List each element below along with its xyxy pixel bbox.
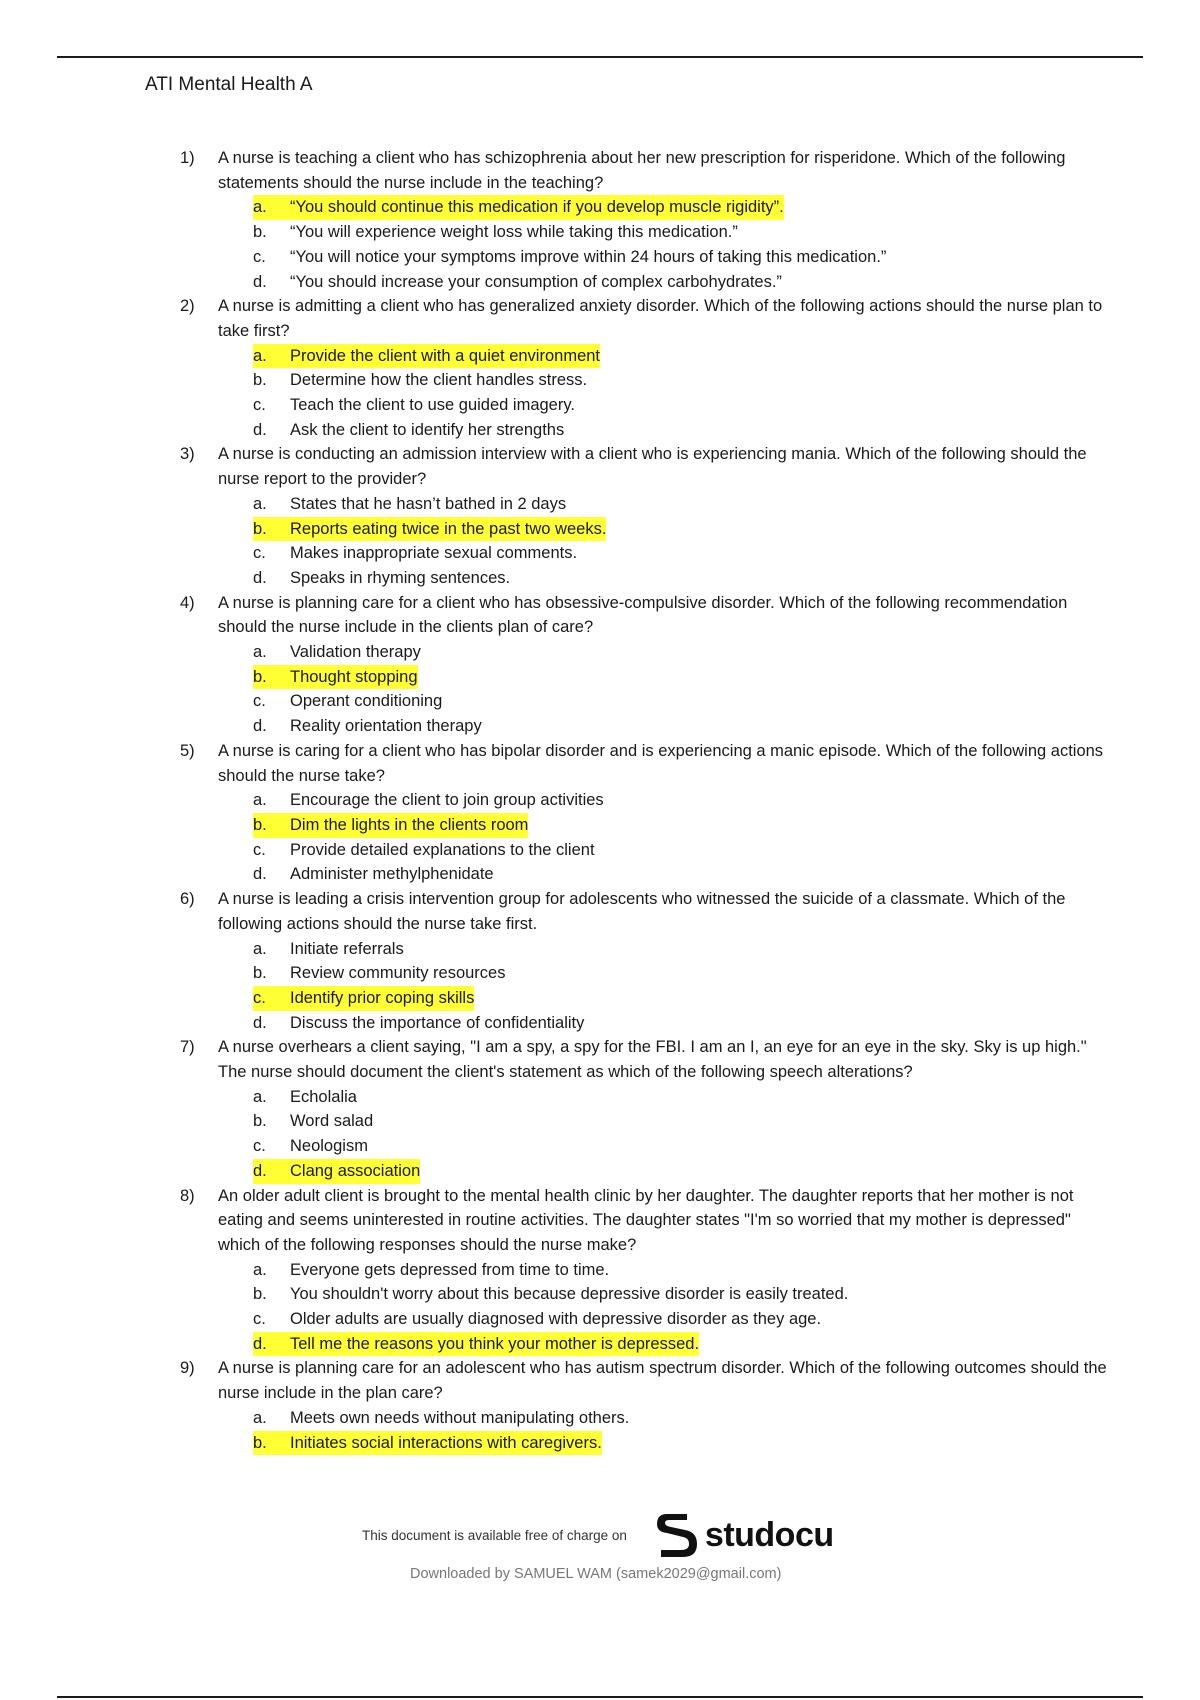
- option-letter: a.: [253, 1260, 267, 1279]
- option-letter: b.: [253, 815, 267, 834]
- top-rule: [57, 56, 1143, 58]
- answer-choice: [253, 270, 782, 295]
- question-text: A nurse is planning care for a client who has obsessive-compulsive disorder. Which of the following recommendation should the nurse include in the clients plan of care?: [218, 593, 1068, 637]
- answer-choice: [253, 689, 442, 714]
- option-letter: a.: [253, 494, 267, 513]
- question-number: 6): [180, 890, 195, 909]
- option-text: Provide detailed explanations to the client: [290, 840, 595, 859]
- option-text: “You will notice your symptoms improve within 24 hours of taking this medication.”: [290, 247, 887, 266]
- option-text: Thought stopping: [290, 667, 418, 686]
- answer-option: [253, 492, 1110, 517]
- question-number: 7): [180, 1038, 195, 1057]
- answer-option: [253, 1134, 1110, 1159]
- answer-option: [253, 1085, 1110, 1110]
- answer-option: [253, 1011, 1110, 1036]
- option-letter: c.: [253, 1310, 266, 1329]
- option-text: Reality orientation therapy: [290, 717, 482, 736]
- question-text: A nurse is caring for a client who has bipolar disorder and is experiencing a manic episode. Which of the following actions should the nurse take?: [218, 741, 1104, 785]
- studocu-logo-icon: [653, 1510, 701, 1560]
- option-text: Teach the client to use guided imagery.: [290, 396, 575, 415]
- answer-option: [253, 1258, 1110, 1283]
- answer-choice: [253, 1085, 357, 1110]
- option-letter: d.: [253, 1013, 267, 1032]
- option-text: States that he hasn’t bathed in 2 days: [290, 494, 567, 513]
- answer-choice: [253, 961, 505, 986]
- answer-choice: [253, 245, 886, 270]
- option-text: Initiates social interactions with caregivers.: [290, 1433, 602, 1452]
- option-text: Administer methylphenidate: [290, 865, 494, 884]
- question-number: 4): [180, 593, 195, 612]
- option-letter: a.: [253, 1087, 267, 1106]
- option-text: Dim the lights in the clients room: [290, 815, 529, 834]
- answer-choice: [253, 220, 738, 245]
- answer-option: [253, 665, 1110, 690]
- option-letter: d.: [253, 717, 267, 736]
- option-letter: d.: [253, 865, 267, 884]
- highlighted-answer: [253, 986, 474, 1011]
- option-letter: b.: [253, 667, 267, 686]
- option-letter: d.: [253, 272, 267, 291]
- question-number: 3): [180, 445, 195, 464]
- question-list: [180, 146, 1110, 1455]
- answer-choice: [253, 838, 595, 863]
- highlighted-answer: [253, 813, 528, 838]
- option-letter: a.: [253, 346, 267, 365]
- question-9: [180, 1356, 1110, 1405]
- option-text: Ask the client to identify her strengths: [290, 420, 565, 439]
- answer-option: [253, 195, 1110, 220]
- question-6: [180, 887, 1110, 936]
- option-text: “You will experience weight loss while taking this medication.”: [290, 223, 738, 242]
- answer-choice: [253, 1134, 368, 1159]
- highlighted-answer: [253, 1431, 602, 1456]
- option-letter: c.: [253, 396, 266, 415]
- question-number: 8): [180, 1186, 195, 1205]
- answer-choice: [253, 1011, 584, 1036]
- answer-choice: [253, 714, 482, 739]
- option-text: Echolalia: [290, 1087, 357, 1106]
- option-text: Provide the client with a quiet environment: [290, 346, 601, 365]
- question-8: [180, 1184, 1110, 1258]
- option-text: Makes inappropriate sexual comments.: [290, 544, 578, 563]
- footer-brand-row: [362, 1510, 834, 1560]
- option-text: Neologism: [290, 1137, 368, 1156]
- question-text: A nurse is planning care for an adolescent who has autism spectrum disorder. Which of the following outcomes should the nurse include in the plan care?: [218, 1359, 1107, 1403]
- answer-option: [253, 640, 1110, 665]
- option-letter: c.: [253, 544, 266, 563]
- option-letter: b.: [253, 1433, 267, 1452]
- answer-choice: [253, 1282, 848, 1307]
- option-letter: d.: [253, 1334, 267, 1353]
- option-text: Encourage the client to join group activities: [290, 791, 604, 810]
- answer-option: [253, 813, 1110, 838]
- answer-option: [253, 961, 1110, 986]
- option-letter: d.: [253, 568, 267, 587]
- answer-option: [253, 418, 1110, 443]
- option-letter: a.: [253, 1408, 267, 1427]
- option-text: Older adults are usually diagnosed with depressive disorder as they age.: [290, 1310, 822, 1329]
- answer-option: [253, 368, 1110, 393]
- answer-choice: [253, 368, 587, 393]
- option-text: Tell me the reasons you think your mother is depressed.: [290, 1334, 700, 1353]
- answer-option: [253, 517, 1110, 542]
- answer-option: [253, 714, 1110, 739]
- option-text: Validation therapy: [290, 643, 421, 662]
- answer-choice: [253, 937, 404, 962]
- option-letter: b.: [253, 1285, 267, 1304]
- question-number: 2): [180, 297, 195, 316]
- option-letter: b.: [253, 1112, 267, 1131]
- option-text: “You should increase your consumption of complex carbohydrates.”: [290, 272, 782, 291]
- question-4: [180, 591, 1110, 640]
- option-letter: b.: [253, 519, 267, 538]
- answer-option: [253, 270, 1110, 295]
- answer-option: [253, 245, 1110, 270]
- answer-option: [253, 1406, 1110, 1431]
- answer-option: [253, 937, 1110, 962]
- answer-choice: [253, 640, 421, 665]
- question-text: A nurse is admitting a client who has generalized anxiety disorder. Which of the following actions should the nurse plan to take first?: [218, 297, 1103, 340]
- option-letter: c.: [253, 840, 266, 859]
- option-letter: d.: [253, 1161, 267, 1180]
- answer-option: [253, 1282, 1110, 1307]
- option-letter: b.: [253, 223, 267, 242]
- answer-option: [253, 1109, 1110, 1134]
- answer-option: [253, 689, 1110, 714]
- option-text: Determine how the client handles stress.: [290, 371, 588, 390]
- answer-choice: [253, 541, 577, 566]
- studocu-logo[interactable]: [653, 1510, 834, 1560]
- answer-option: [253, 393, 1110, 418]
- question-text: A nurse overhears a client saying, "I am a spy, a spy for the FBI. I am an I, an eye for an eye in the sky. Sky is up high." The nurse should document the client's statement as which of the following speech alterations?: [218, 1038, 1087, 1082]
- highlighted-answer: [253, 344, 600, 369]
- answer-choice: [253, 393, 575, 418]
- option-text: Operant conditioning: [290, 692, 443, 711]
- question-number: 9): [180, 1359, 195, 1378]
- answer-option: [253, 541, 1110, 566]
- highlighted-answer: [253, 195, 784, 220]
- answer-choice: [253, 862, 494, 887]
- question-number: 1): [180, 149, 195, 167]
- highlighted-answer: [253, 1332, 699, 1357]
- highlighted-answer: [253, 517, 606, 542]
- answer-option: [253, 838, 1110, 863]
- question-3: [180, 442, 1110, 491]
- question-7: [180, 1035, 1110, 1084]
- answer-option: [253, 566, 1110, 591]
- answer-choice: [253, 1258, 609, 1283]
- answer-choice: [253, 418, 564, 443]
- answer-option: [253, 1332, 1110, 1357]
- option-letter: b.: [253, 371, 267, 390]
- option-text: “You should continue this medication if you develop muscle rigidity”.: [290, 198, 784, 217]
- answer-option: [253, 788, 1110, 813]
- option-letter: a.: [253, 791, 267, 810]
- question-5: [180, 739, 1110, 788]
- highlighted-answer: [253, 665, 418, 690]
- option-letter: d.: [253, 420, 267, 439]
- option-text: Meets own needs without manipulating others.: [290, 1408, 630, 1427]
- question-1: [180, 146, 1110, 195]
- answer-option: [253, 862, 1110, 887]
- question-number: 5): [180, 741, 195, 760]
- option-text: Discuss the importance of confidentiality: [290, 1013, 585, 1032]
- answer-option: [253, 986, 1110, 1011]
- bottom-rule: [57, 1696, 1143, 1698]
- option-letter: a.: [253, 939, 267, 958]
- option-text: Everyone gets depressed from time to time.: [290, 1260, 610, 1279]
- page-title: ATI Mental Health A: [145, 74, 313, 95]
- answer-option: [253, 1431, 1110, 1456]
- question-text: A nurse is leading a crisis intervention group for adolescents who witnessed the suicide of a classmate. Which of the following actions should the nurse take first.: [218, 890, 1066, 933]
- answer-choice: [253, 492, 566, 517]
- question-text: A nurse is conducting an admission interview with a client who is experiencing mania. Which of the following should the nurse report to the provider?: [218, 445, 1087, 489]
- option-letter: c.: [253, 247, 266, 266]
- answer-choice: [253, 1109, 373, 1134]
- option-letter: b.: [253, 964, 267, 983]
- answer-option: [253, 1159, 1110, 1184]
- answer-option: [253, 220, 1110, 245]
- question-text: A nurse is teaching a client who has schizophrenia about her new prescription for risperidone. Which of the following statements should the nurse include in the teaching?: [218, 149, 1066, 192]
- answer-choice: [253, 1307, 821, 1332]
- option-text: Reports eating twice in the past two weeks.: [290, 519, 607, 538]
- option-letter: a.: [253, 643, 267, 662]
- answer-option: [253, 1307, 1110, 1332]
- studocu-wordmark: studocu: [704, 1515, 834, 1554]
- answer-option: [253, 344, 1110, 369]
- option-text: Clang association: [290, 1161, 421, 1180]
- answer-choice: [253, 566, 510, 591]
- option-letter: a.: [253, 198, 267, 217]
- option-text: You shouldn't worry about this because depressive disorder is easily treated.: [290, 1285, 849, 1304]
- option-text: Initiate referrals: [290, 939, 404, 958]
- question-text: An older adult client is brought to the mental health clinic by her daughter. The daughter reports that her mother is not eating and seems uninterested in routine activities. The daughter states "I'm so worried that my mother is depressed" which of the following responses should the nurse make?: [218, 1186, 1074, 1254]
- option-letter: c.: [253, 692, 266, 711]
- downloaded-by-text: Downloaded by SAMUEL WAM (samek2029@gmail.com): [410, 1566, 782, 1582]
- question-2: [180, 294, 1110, 343]
- option-text: Word salad: [290, 1112, 374, 1131]
- option-letter: c.: [253, 988, 266, 1007]
- answer-choice: [253, 1406, 629, 1431]
- highlighted-answer: [253, 1159, 420, 1184]
- availability-text: This document is available free of charge on: [362, 1527, 627, 1543]
- option-letter: c.: [253, 1137, 266, 1156]
- answer-choice: [253, 788, 604, 813]
- option-text: Review community resources: [290, 964, 506, 983]
- option-text: Speaks in rhyming sentences.: [290, 568, 511, 587]
- option-text: Identify prior coping skills: [290, 988, 475, 1007]
